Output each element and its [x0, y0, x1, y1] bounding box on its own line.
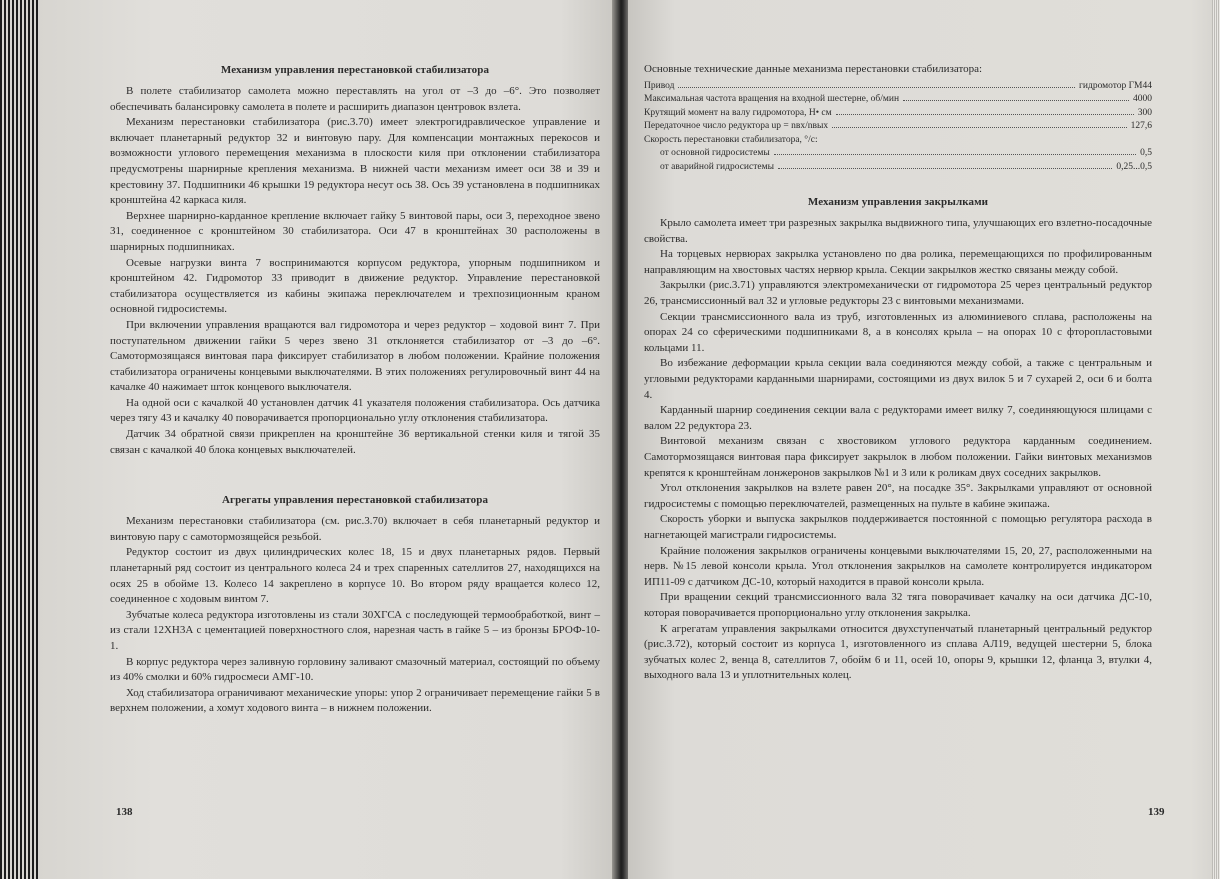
paragraph: Датчик 34 обратной связи прикреплен на кронштейне 36 вертикальной стенки киля и тягой 35 связан с качалкой 40 блока концевых выключателей. [110, 428, 600, 456]
spec-value: гидромотор ГМ44 [1079, 80, 1152, 91]
specs-list [644, 80, 1152, 175]
spec-label: от основной гидросистемы [660, 148, 770, 159]
leader-dots [778, 168, 1112, 169]
spec-value: 0,25...0,5 [1116, 161, 1152, 172]
leader-dots [903, 100, 1129, 101]
paragraph: Скорость уборки и выпуска закрылков поддерживается постоянной с помощью регулятора расхода в нагнетающей магистрали гидросистемы. [644, 513, 1152, 541]
spec-value: 127,6 [1130, 121, 1152, 132]
paragraph: Редуктор состоит из двух цилиндрических колес 18, 15 и двух планетарных рядов. Первый планетарный ряд состоит из центрального колеса 24 и трех спаренных сателлитов 27, находящихся на осях 25 в обойме 13. Колесо 14 закреплено в корпусе 10. Во втором ряду вращается колесо 12, соединенное с ходовым винтом 7. [110, 546, 600, 606]
page-number: 138 [116, 806, 133, 818]
paragraph: Закрылки (рис.3.71) управляются электромеханически от гидромотора 25 через центральный редуктор 26, трансмиссионный вал 32 и угловые редукторы 23 с винтовыми механизмами. [644, 279, 1152, 308]
leader-dots [678, 87, 1075, 88]
section-heading: Механизм управления закрылками [807, 196, 989, 209]
right-page [628, 0, 1220, 879]
paragraph: В корпус редуктора через заливную горловину заливают смазочный материал, состоящий по объему из 40% смолки и 60% гидросмеси АМГ-10. [110, 655, 600, 684]
paragraph: В полете стабилизатор самолета можно переставлять на угол от –3 до –6°. Это позволяет обеспечивать балансировку самолета в полете и расширить диапазон центровок взлета. [110, 85, 600, 113]
leader-dots [832, 127, 1126, 128]
paragraph: Механизм перестановки стабилизатора (см. рис.3.70) включает в себя планетарный редуктор и винтовую пару с самотормозящейся резьбой. [110, 515, 600, 543]
spec-row [644, 161, 1152, 175]
section-spacer [644, 174, 1152, 196]
left-page [38, 0, 618, 879]
section-heading: Агрегаты управления перестановкой стабилизатора [221, 494, 489, 507]
book-page-edges [1212, 0, 1220, 879]
spec-label: Крутящий момент на валу гидромотора, Н• см [644, 107, 832, 118]
spec-label: Передаточное число редуктора uр = nвх/nвых [644, 121, 829, 132]
page-number: 139 [1148, 806, 1165, 818]
book-binding-edge [0, 0, 40, 879]
paragraph: При включении управления вращаются вал гидромотора и через редуктор – ходовой винт 7. При поступательном движении гайки 5 через звено 31 отклоняется стабилизатор от –3 до –6°. Самотормозящаяся винтовая пара фиксирует стабилизатор в любом положении. Крайние положения стабилизатора ограничены концевыми выключателями. В этих положениях регулировочный винт 44 на качалке 40 нажимает шток концевого выключателя. [110, 318, 600, 394]
leader-dots [836, 114, 1134, 115]
paragraph: Осевые нагрузки винта 7 воспринимаются корпусом редуктора, упорным подшипником и кронштейном 42. Гидромотор 33 приводит в движение редуктор. Управление перестановкой стабилизатора осуществляется из кабины экипажа переключателем и трехпозиционным краном основной гидросистемы. [110, 256, 600, 316]
specs-intro: Основные технические данные механизма перестановки стабилизатора: [644, 63, 983, 75]
paragraph: Ход стабилизатора ограничивают механические упоры: упор 2 ограничивает перемещение гайки 5 в верхнем положении, а хомут ходового винта – в нижнем положении. [110, 686, 600, 715]
spec-label: Максимальная частота вращения на входной шестерне, об/мин [644, 94, 900, 105]
paragraph: Секции трансмиссионного вала из труб, изготовленных из алюминиевого сплава, расположены на опорах 24 со сферическими подшипниками 8, а в консолях крыла – на опорах 10 с фторопластовыми кольцами 11. [644, 310, 1152, 354]
paragraph: К агрегатам управления закрылками относится двухступенчатый планетарный центральный редуктор (рис.3.72), который состоит из корпуса 1, изготовленного из сплава АЛ19, ведущей шестерни 5, блока зубчатых колес 2, венца 8, сателлитов 7, обойм 6 и 11, осей 10, опоры 9, крышки 12, фланца 3, втулки 4, выходного вала 13 и уплотнительных колец. [644, 622, 1152, 682]
leader-dots [774, 154, 1136, 155]
paragraph: Карданный шарнир соединения секции вала с редукторами имеет вилку 7, соединяющуюся шлицами с валом 22 редуктора 23. [644, 404, 1152, 432]
section-heading: Механизм управления перестановкой стабилизатора [220, 64, 490, 76]
spec-label: от аварийной гидросистемы [660, 161, 774, 172]
section-spacer [110, 458, 600, 494]
spec-row [644, 120, 1152, 134]
paragraph: Механизм перестановки стабилизатора (рис.3.70) имеет электрогидравлическое управление и включает планетарный редуктор 32 и винтовую пару. Для компенсации монтажных перекосов и возможности углового перемещения механизма в плоскости киля при отклонении стабилизатора предусмотрены шарнирные крепления механизма. В нижней части механизм имеет оси 38 и 39 и крестовину 37. Подшипники 46 крышки 19 редуктора несут ось 38. Ось 39 установлена в подшипниках кронштейна 42 каркаса киля. [110, 116, 600, 207]
paragraph: На одной оси с качалкой 40 установлен датчик 41 указателя положения стабилизатора. Ось датчика через тягу 43 и качалку 40 поворачивается пропорционально углу отклонения стабилизатора. [110, 396, 600, 425]
spec-row [644, 107, 1152, 121]
left-page-content [110, 64, 600, 717]
paragraph: При вращении секций трансмиссионного вала 32 тяга поворачивает качалку на оси датчика ДС-10, которая поворачивается пропорционально углу отклонения закрылка. [644, 591, 1152, 619]
paragraph: Во избежание деформации крыла секции вала соединяются между собой, а также с центральным и угловыми редукторами карданными шарнирами, состоящими из двух вилок 5 и 7 сухарей 2, оси 6 и болта 4. [644, 357, 1152, 401]
right-page-content [644, 62, 1152, 684]
paragraph: На торцевых нервюрах закрылка установлено по два ролика, перемещающихся по профилированным направляющим на хвостовых частях нервюр крыла. Секции закрылков жестко связаны между собой. [644, 248, 1152, 276]
paragraph: Крайние положения закрылков ограничены концевыми выключателями 15, 20, 27, расположенными на нерв. №15 левой консоли крыла. Угол отклонения закрылков на самолете контролируется индикатором ИП11-09 с датчиком ДС-10, который находится в правой консоли крыла. [644, 544, 1152, 588]
spec-row [644, 147, 1152, 161]
paragraph: Крыло самолета имеет три разрезных закрылка выдвижного типа, улучшающих его взлетно-посадочные свойства. [644, 217, 1152, 245]
paragraph: Винтовой механизм связан с хвостовиком углового редуктора карданным соединением. Самотормозящаяся винтовая пара фиксирует закрылок в любом положении. Гайки винтовых механизмов крепятся к кронштейнам лонжеронов закрылков №1 и 3 или к роликам двух соседних закрылков. [644, 435, 1152, 479]
spec-label: Скорость перестановки стабилизатора, °/с: [644, 134, 818, 145]
paragraph: Угол отклонения закрылков на взлете равен 20°, на посадке 35°. Закрылками управляют от основной гидросистемы с помощью переключателей, размещенных на пульте в кабине экипажа. [644, 482, 1152, 510]
spec-value: 4000 [1133, 94, 1152, 105]
spec-row [644, 80, 1152, 94]
paragraph: Зубчатые колеса редуктора изготовлены из стали 30ХГСА с последующей термообработкой, винт – из стали 12ХН3А с цементацией поверхностного слоя, нарезная часть в гайке 5 – из бронзы БРОФ-10-1. [110, 608, 600, 652]
paragraph: Верхнее шарнирно-карданное крепление включает гайку 5 винтовой пары, оси 3, переходное звено 31, соединенное с кронштейном 30 стабилизатора. Оси 47 в кронштейнах 30 расположены в шарнирных подшипниках. [110, 209, 600, 253]
spec-value: 300 [1137, 107, 1152, 118]
spec-label: Привод [644, 80, 675, 91]
spec-row [644, 134, 1152, 148]
spec-row [644, 93, 1152, 107]
spec-value: 0,5 [1140, 148, 1152, 159]
